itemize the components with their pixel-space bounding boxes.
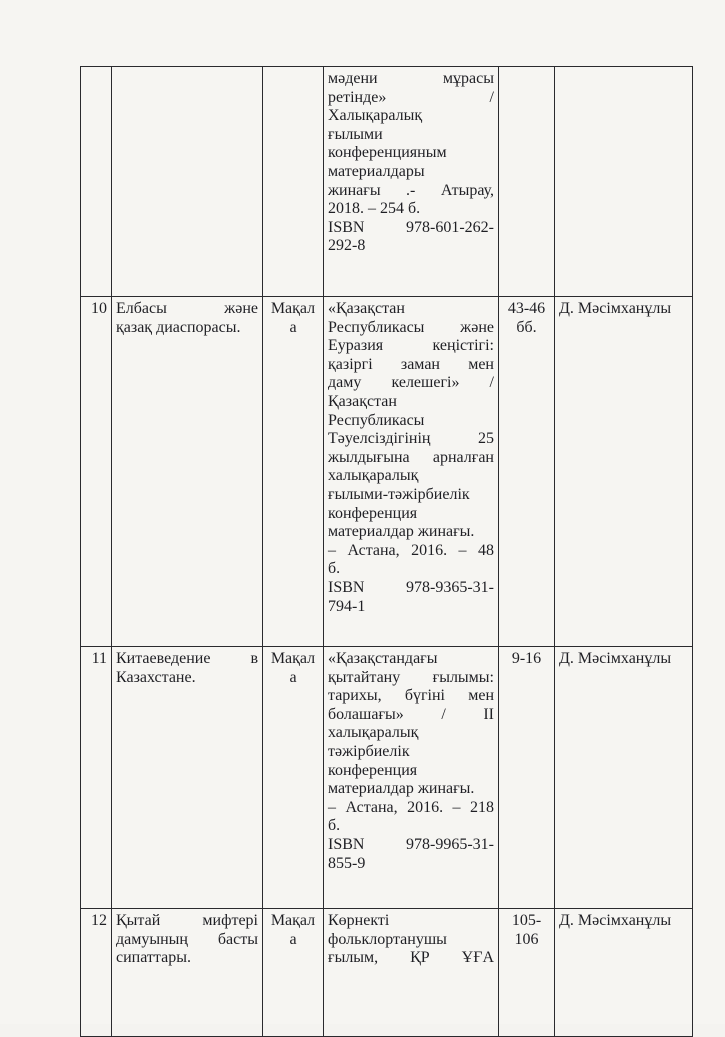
source-line: 794-1 [328, 597, 366, 615]
source-line: ғылым, ҚР ҰҒА [328, 949, 494, 967]
author-name: Д. Мәсімханұлы [555, 909, 693, 1037]
title-line: қазақ диаспорасы. [116, 318, 241, 336]
publication-source [324, 297, 499, 647]
row-number [81, 67, 112, 297]
work-title [112, 297, 263, 647]
type-line: а [289, 930, 297, 948]
title-line: Елбасы және [116, 300, 258, 317]
source-line: 2018. – 254 б. [328, 200, 421, 218]
publication-source [324, 909, 499, 1037]
source-line: болашағы» / II [328, 705, 494, 723]
source-line: халықаралық [328, 724, 419, 742]
source-line: мәдени мұрасы [328, 70, 494, 87]
page-range [499, 909, 555, 1037]
source-line: ғылыми [328, 125, 383, 143]
table-row [81, 297, 693, 647]
type-line: а [289, 318, 297, 336]
source-line: – Астана, 2016. – 48 [328, 541, 494, 559]
work-title [112, 647, 263, 909]
source-line: ғылыми-тәжірбиелік [328, 485, 470, 503]
work-type [263, 297, 324, 647]
author-name [555, 67, 693, 297]
source-line: Республикасы және [328, 318, 494, 336]
source-line: қазіргі заман мен [328, 355, 494, 373]
source-line: ISBN 978-9365-31- [328, 578, 494, 596]
title-line: дамуының басты [116, 930, 258, 948]
source-line: жылдығына арналған [328, 448, 494, 466]
bibliography-table [80, 66, 693, 1037]
type-line: Мақал [270, 300, 316, 317]
source-line: Республикасы [328, 411, 425, 429]
author-name: Д. Мәсімханұлы [555, 647, 693, 909]
work-title [112, 909, 263, 1037]
source-line: 292-8 [328, 237, 366, 255]
source-line: конференцияным [328, 144, 447, 162]
source-line: қытайтану ғылымы: [328, 668, 494, 686]
source-line: «Қазақстан [328, 300, 405, 317]
source-line: б. [328, 817, 341, 835]
source-line: б. [328, 560, 341, 578]
work-type [263, 647, 324, 909]
work-type [263, 67, 324, 297]
row-number: 12 [81, 909, 112, 1037]
type-line: Мақал [270, 912, 316, 929]
source-line: материалдар жинағы. [328, 523, 475, 541]
title-line: Қытай мифтері [116, 912, 258, 929]
type-line: а [289, 668, 297, 686]
source-line: ISBN 978-601-262- [328, 218, 494, 236]
source-line: материалдары [328, 162, 425, 180]
pages-line: 9-16 [511, 650, 542, 667]
source-line: конференция [328, 761, 418, 779]
source-line: ISBN 978-9965-31- [328, 835, 494, 853]
page-range [499, 297, 555, 647]
source-line: – Астана, 2016. – 218 [328, 798, 494, 816]
pages-line: 106 [514, 930, 539, 948]
table-row [81, 647, 693, 909]
source-line: ретінде» / [328, 88, 494, 106]
source-line: «Қазақстандағы [328, 650, 438, 667]
title-line: сипаттары. [116, 949, 191, 967]
source-line: Көрнекті [328, 912, 390, 929]
pages-line: 105- [511, 912, 542, 929]
source-line: тарихы, бүгіні мен [328, 687, 494, 705]
source-line: Тәуелсіздігінің 25 [328, 430, 494, 448]
source-line: Қазақстан [328, 392, 397, 410]
source-line: фольклортанушы [328, 930, 447, 948]
source-line: 855-9 [328, 854, 366, 872]
title-line: Китаеведение в [116, 650, 258, 667]
source-line: жинағы .- Атырау, [328, 181, 494, 199]
publication-source [324, 67, 499, 297]
source-line: халықаралық [328, 467, 419, 485]
pages-line: 43-46 [507, 300, 546, 317]
table-row [81, 67, 693, 297]
source-line: тәжірбиелік [328, 742, 410, 760]
publication-source [324, 647, 499, 909]
source-line: даму келешегі» / [328, 374, 494, 392]
row-number: 10 [81, 297, 112, 647]
author-name: Д. Мәсімханұлы [555, 297, 693, 647]
source-line: Еуразия кеңістігі: [328, 337, 494, 355]
source-line: Халықаралық [328, 107, 423, 125]
page-range [499, 67, 555, 297]
page-range [499, 647, 555, 909]
title-line: Казахстане. [116, 668, 196, 686]
table-row [81, 909, 693, 1037]
row-number: 11 [81, 647, 112, 909]
work-title [112, 67, 263, 297]
work-type [263, 909, 324, 1037]
source-line: конференция [328, 504, 418, 522]
type-line: Мақал [270, 650, 316, 667]
source-line: материалдар жинағы. [328, 780, 475, 798]
pages-line: бб. [516, 318, 537, 336]
